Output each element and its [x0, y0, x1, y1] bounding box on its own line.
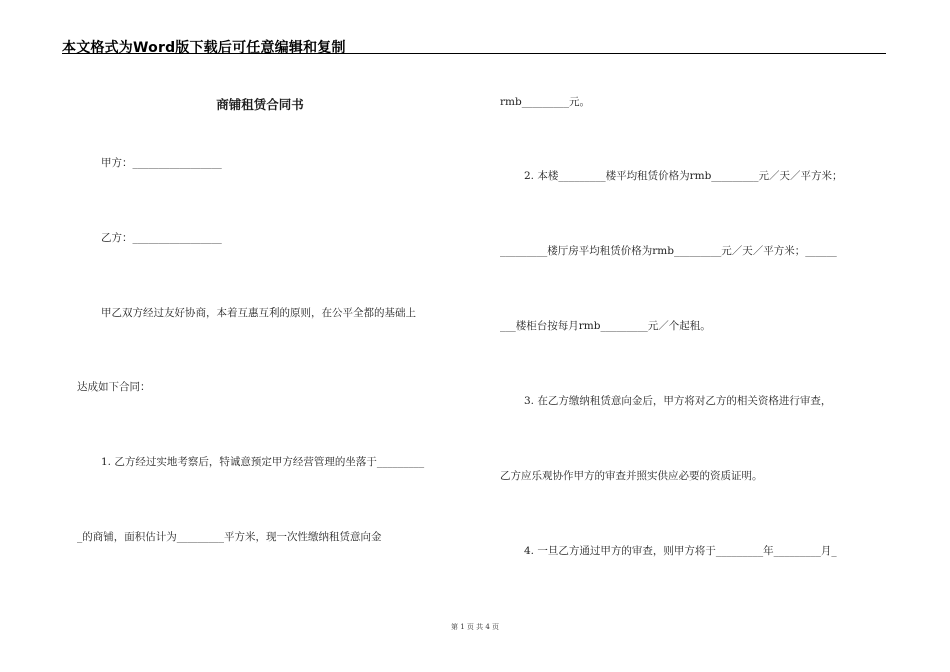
party-b-line: 乙方：_________________ [101, 232, 222, 244]
clause-2-line: ___楼柜台按每月rmb_________元／个起租。 [500, 320, 711, 332]
clause-1-line: _的商铺，面积估计为_________平方米，现一次性缴纳租赁意向金 [77, 531, 382, 543]
clause-3-line: 3. 在乙方缴纳租赁意向金后，甲方将对乙方的相关资格进行审查， [524, 395, 832, 407]
header-divider [62, 53, 886, 54]
paragraph-line: 甲乙双方经过友好协商，本着互惠互利的原则，在公平全都的基础上 [101, 307, 416, 319]
clause-4-line: 4. 一旦乙方通过甲方的审查，则甲方将于_________年_________月_ [524, 545, 837, 557]
document-header: 本文格式为Word版下载后可任意编辑和复制 [62, 40, 346, 56]
document-title: 商铺租赁合同书 [216, 97, 304, 112]
paragraph-line: 达成如下合同： [77, 381, 151, 393]
paragraph-line: rmb_________元。 [500, 96, 590, 108]
party-a-line: 甲方：_________________ [101, 157, 222, 169]
page-number: 第 1 页 共 4 页 [450, 623, 500, 631]
clause-1-line: 1. 乙方经过实地考察后，特诚意预定甲方经营管理的坐落于_________ [101, 456, 425, 468]
clause-3-line: 乙方应乐观协作甲方的审查并照实供应必要的资质证明。 [500, 470, 763, 482]
clause-2-line: 2. 本楼_________楼平均租赁价格为rmb_________元／天／平方米； [524, 170, 843, 182]
clause-2-line: _________楼厅房平均租赁价格为rmb_________元／天／平方米；______ [500, 245, 837, 257]
